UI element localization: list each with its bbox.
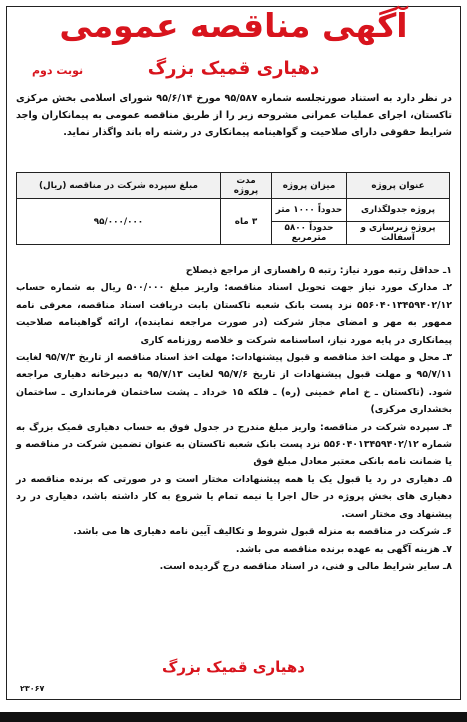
amount-cell: حدوداً ۵۸۰۰ مترمربع — [272, 222, 347, 245]
project-cell: پروژه جدولگذاری — [347, 199, 450, 222]
ad-code: ۲۳۰۶۷ — [20, 684, 45, 693]
project-cell: پروژه زیرسازی و آسفالت — [347, 222, 450, 245]
clause-4: ۴ـ سپرده شرکت در مناقصه: واریز مبلغ مندرج در جدول فوق به حساب دهیاری قمیک بزرگ به شماره ۵۵۶۰۴۰۱۳۴۵۹۴۰۲/۱۲ نزد پست بانک شعبه تاکستان به عنوان تضمین شرکت در مناقصه و یا ضمانت نامه بانکی معتبر معادل مبلغ فوق — [16, 421, 452, 468]
bottom-bar — [0, 712, 467, 722]
clause-5: ۵ـ دهیاری در رد یا قبول یک یا همه پیشنهادات مختار است و در صورتی که برنده مناقصه در دهیاری های بخش پروژه در حال اجرا یا نیمه تمام یا شروع به کار داشته باشد، دهیاری در رد پیشنهاد وی مختار است. — [16, 473, 452, 520]
clause-3: ۳ـ محل و مهلت اخذ مناقصه و قبول پیشنهادات: مهلت اخذ اسناد مناقصه از تاریخ ۹۵/۷/۳ لغایت ۹۵/۷/۱۱ و مهلت قبول پیشنهادات از تاریخ ۹۵/۷/۶ لغایت ۹۵/۷/۱۳ به دبیرخانه دهیاری مراجعه شود. (تاکستان ـ خ امام خمینی (ره) ـ فلکه ۱۵ خرداد ـ پشت ساختمان فرمانداری ـ ساختمان بخشداری مرکزی) — [16, 352, 453, 416]
col-deposit: مبلغ سپرده شرکت در مناقصه (ریال) — [17, 173, 221, 199]
col-project-amount: میزان پروژه — [272, 173, 347, 199]
clause-6: ۶ـ شرکت در مناقصه به منزله قبول شروط و تکالیف آیین نامه دهیاری ها می باشد. — [73, 526, 452, 538]
clause-7: ۷ـ هزینه آگهی به عهده برنده مناقصه می باشد. — [235, 543, 452, 555]
duration-cell: ۳ ماه — [221, 199, 272, 245]
signature: دهیاری قمیک بزرگ — [162, 658, 305, 676]
ad-title: آگهی مناقصه عمومی — [59, 6, 408, 45]
table-row — [17, 199, 450, 222]
clause-1: ۱ـ حداقل رتبه مورد نیاز: رتبه ۵ راهسازی از مراجع ذیصلاح — [185, 265, 452, 276]
intro-paragraph: در نظر دارد به استناد صورتجلسه شماره ۹۵/۵۸۷ مورخ ۹۵/۶/۱۴ شورای اسلامی بخش مرکزی تاکستان، اجرای عملیات عمرانی مشروحه زیر را از طریق مناقصه عمومی به پیمانکاران واجد شرایط حقوقی دارای صلاحیت و گواهینامه پیمانکاری در رشته راه باند واگذار نماید. — [16, 93, 452, 138]
clause-8: ۸ـ سایر شرایط مالی و فنی، در اسناد مناقصه درج گردیده است. — [159, 560, 452, 572]
clauses — [16, 262, 452, 575]
header — [0, 6, 467, 45]
tender-table — [16, 172, 450, 245]
amount-cell: حدوداً ۱۰۰۰ متر — [272, 199, 347, 222]
clause-2: ۲ـ مدارک مورد نیاز جهت تحویل اسناد مناقصه: واریز مبلغ ۵۰۰/۰۰۰ ریال به شماره حساب ۵۵۶۰۴۰۱۳۴۵۹۴۰۲/۱۲ نزد پست بانک شعبه تاکستان بابت دریافت اسناد مناقصه، معرفی نامه ممهور به مهر و امضای مجاز شرکت (در صورت مراجعه نماینده)، ارائه گواهینامه صلاحیت پیمانکاری در پایه مورد نیاز، اساسنامه شرکت و خلاصه روزنامه کاری — [16, 282, 452, 346]
col-project-title: عنوان پروژه — [347, 173, 450, 199]
round-label: نوبت دوم — [32, 64, 84, 77]
col-project-duration: مدت پروژه — [221, 173, 272, 199]
deposit-cell: ۹۵/۰۰۰/۰۰۰ — [17, 199, 221, 245]
organization-name: دهیاری قمیک بزرگ — [147, 58, 320, 79]
table-header-row — [17, 173, 450, 199]
